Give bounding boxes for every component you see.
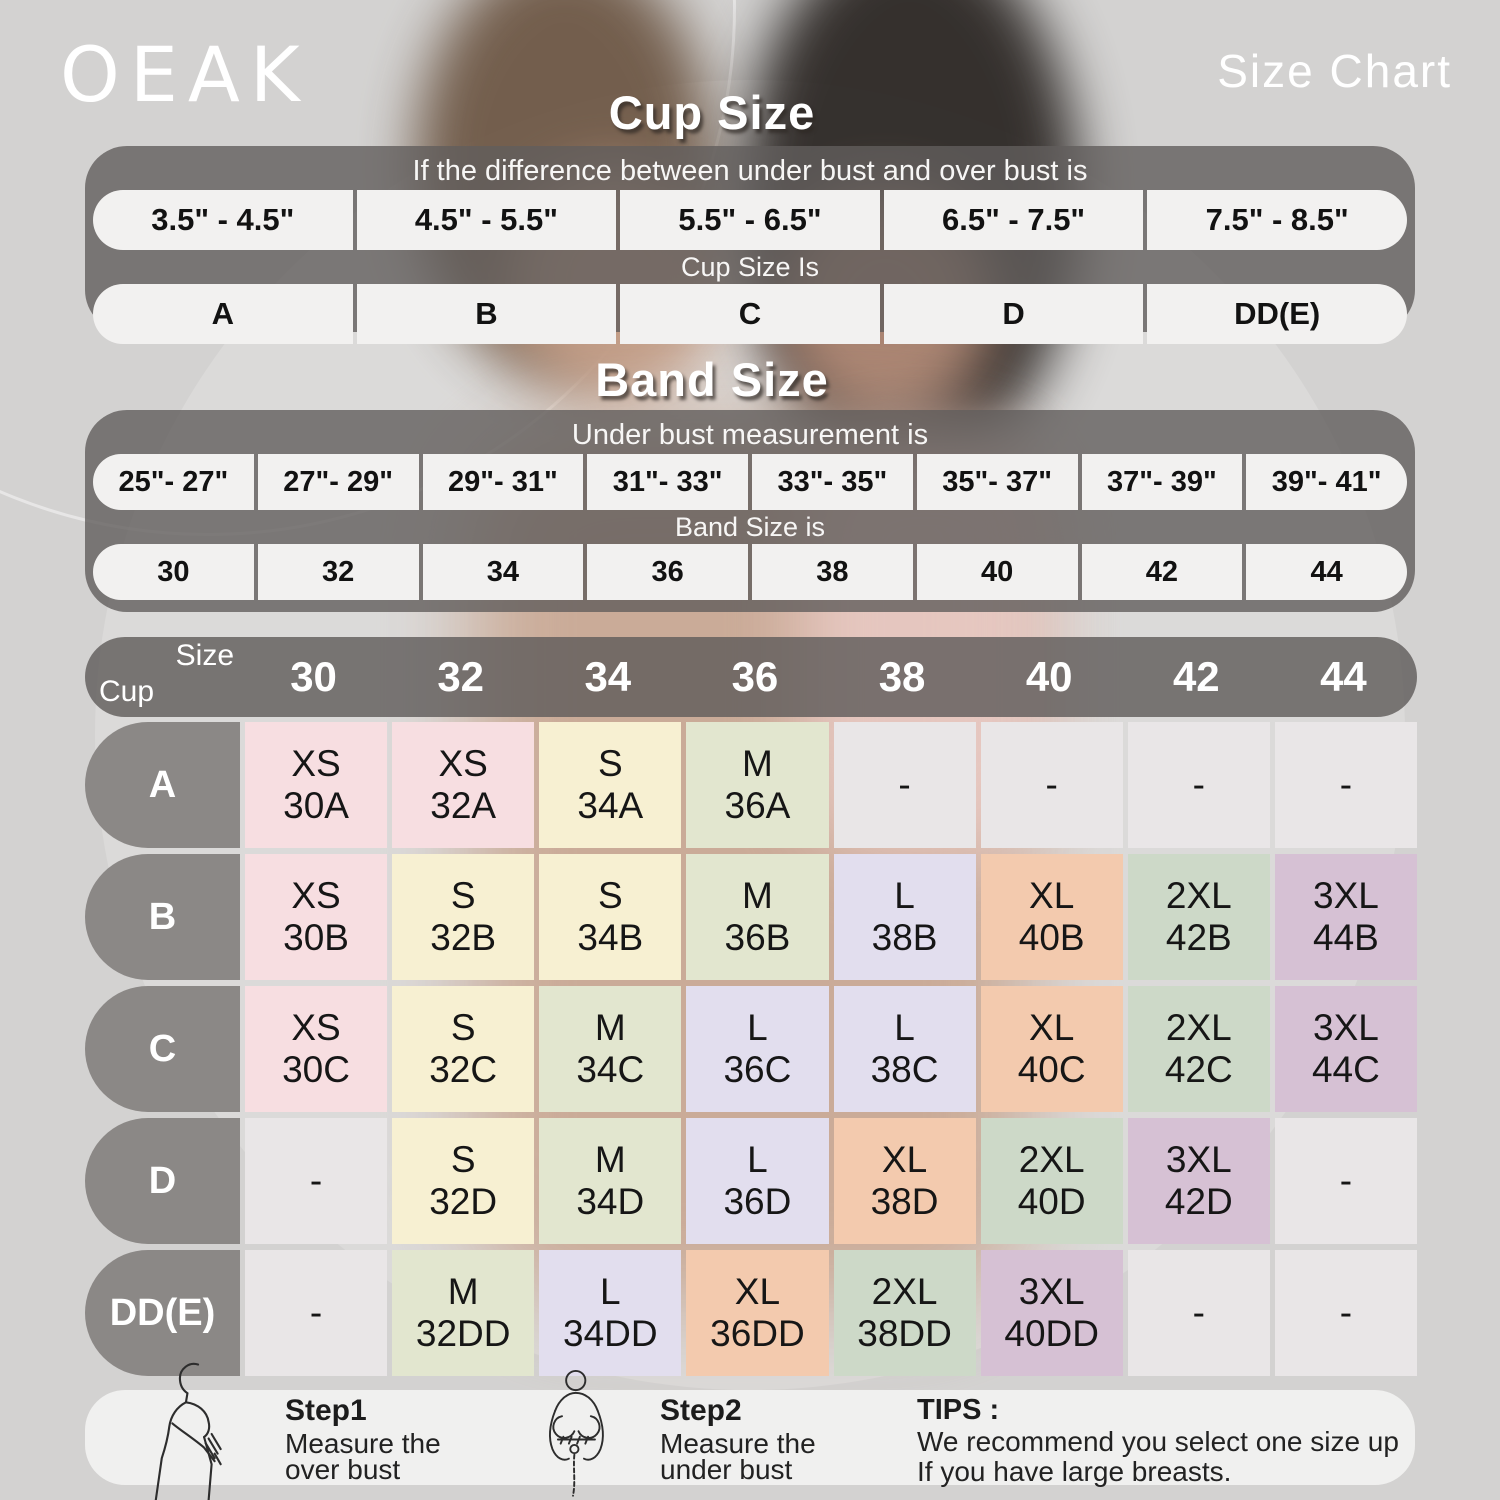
size-label: - [1339, 1291, 1353, 1333]
size-label: L [600, 1270, 621, 1312]
size-label: - [1339, 1159, 1353, 1201]
measure-under-bust-icon [525, 1362, 621, 1500]
size-label: S [597, 874, 623, 916]
band-range-cell: 25"- 27" [93, 454, 254, 510]
size-cell [981, 1250, 1123, 1376]
band-number-cell: 42 [1082, 544, 1243, 600]
size-code: 32B [430, 917, 497, 958]
band-range-cell: 35"- 37" [917, 454, 1078, 510]
size-code: 36B [724, 917, 791, 958]
size-cell [1275, 854, 1417, 980]
grid-row-B [85, 854, 1417, 980]
band-number-cell: 32 [258, 544, 419, 600]
size-code: 34A [577, 785, 644, 826]
band-size-title: Band Size [595, 353, 829, 406]
size-label: 2XL [1018, 1138, 1085, 1180]
size-code: 44C [1311, 1049, 1380, 1090]
cup-letter-cell: DD(E) [1147, 284, 1407, 344]
size-grid-header [85, 637, 1417, 717]
cup-letter-cell: C [620, 284, 880, 344]
size-cell [981, 854, 1123, 980]
size-label: - [1339, 763, 1353, 805]
cup-letter-cell: D [884, 284, 1144, 344]
size-cell [245, 722, 387, 848]
step2-text: Measure the [660, 1428, 816, 1459]
size-label: L [894, 1006, 915, 1048]
size-cell [245, 1250, 387, 1376]
cup-row-label: B [85, 854, 240, 980]
band-range-cell: 39"- 41" [1246, 454, 1407, 510]
size-code: 36C [723, 1049, 792, 1090]
band-column-header: 42 [1172, 653, 1220, 700]
size-label: XL [1029, 1006, 1075, 1048]
size-label: M [742, 874, 773, 916]
size-cell [539, 986, 681, 1112]
size-cell [686, 1250, 828, 1376]
size-cell [245, 854, 387, 980]
brand-logo: OEAK [60, 30, 310, 119]
size-code: 32A [430, 785, 497, 826]
size-cell [834, 986, 976, 1112]
cup-range-cell: 5.5" - 6.5" [620, 190, 880, 250]
size-label: - [309, 1159, 323, 1201]
size-label: M [594, 1138, 626, 1180]
size-code: 30B [283, 917, 349, 958]
size-cell [392, 722, 534, 848]
cup-letter-cell: A [93, 284, 353, 344]
size-cell [686, 1118, 828, 1244]
size-cell [1128, 1118, 1270, 1244]
size-label: - [309, 1291, 323, 1333]
band-range-cell: 33"- 35" [752, 454, 913, 510]
cup-row-label: D [85, 1118, 240, 1244]
corner-cup-label: Cup [99, 675, 155, 708]
size-cell [686, 722, 828, 848]
size-label: S [450, 874, 476, 916]
tips-text: If you have large breasts. [917, 1456, 1232, 1487]
step1-text: Measure the [285, 1428, 441, 1459]
size-code: 34C [576, 1049, 645, 1090]
size-cell [834, 854, 976, 980]
tips-title: TIPS : [917, 1394, 1000, 1426]
size-label: XL [881, 1138, 928, 1180]
size-cell [539, 722, 681, 848]
size-label: - [898, 763, 911, 805]
cup-size-table [85, 146, 1415, 332]
size-code: 34D [576, 1181, 645, 1222]
band-number-cell: 40 [917, 544, 1078, 600]
band-column-header: 40 [1025, 653, 1073, 700]
size-cell [1128, 722, 1270, 848]
grid-row-D [85, 1118, 1417, 1244]
size-label: XS [291, 742, 341, 784]
size-cell [245, 986, 387, 1112]
band-range-cell: 29"- 31" [423, 454, 584, 510]
size-code: 30A [283, 785, 349, 826]
cup-range-cell: 7.5" - 8.5" [1147, 190, 1407, 250]
size-cell [1275, 986, 1417, 1112]
size-label: - [1192, 763, 1205, 805]
size-label: L [894, 874, 915, 916]
size-label: S [450, 1006, 476, 1048]
size-label: M [594, 1006, 626, 1048]
size-label: 3XL [1165, 1138, 1232, 1180]
size-label: 2XL [871, 1270, 938, 1312]
size-cell [539, 1118, 681, 1244]
step2-text: under bust [660, 1454, 793, 1485]
cup-size-title: Cup Size [608, 86, 816, 139]
size-cell [834, 1118, 976, 1244]
size-cell [1275, 1118, 1417, 1244]
band-column-header: 36 [731, 653, 779, 700]
measure-over-bust-icon [145, 1360, 245, 1500]
size-label: 2XL [1165, 874, 1232, 916]
step2-title: Step2 [660, 1394, 742, 1427]
band-range-cell: 31"- 33" [587, 454, 748, 510]
size-code: 32D [429, 1181, 498, 1222]
size-code: 32C [429, 1049, 498, 1090]
size-label: L [747, 1138, 768, 1180]
band-column-header: 38 [878, 653, 926, 700]
band-size-table-header: Under bust measurement is [571, 419, 929, 451]
size-label: M [447, 1270, 479, 1312]
size-code: 34DD [563, 1313, 658, 1354]
size-code: 36DD [710, 1313, 805, 1354]
size-label: 3XL [1018, 1270, 1085, 1312]
size-cell [1128, 986, 1270, 1112]
size-cell [392, 1118, 534, 1244]
step1-text: over bust [285, 1454, 401, 1485]
size-cell [981, 1118, 1123, 1244]
page-title: Size Chart [1217, 45, 1452, 97]
corner-size-label: Size [175, 639, 234, 672]
size-cell [1275, 1250, 1417, 1376]
grid-row-C [85, 986, 1417, 1112]
size-code: 40D [1017, 1181, 1086, 1222]
band-number-cell: 34 [423, 544, 584, 600]
cup-range-cell: 3.5" - 4.5" [93, 190, 353, 250]
size-cell [392, 854, 534, 980]
size-label: 2XL [1165, 1006, 1232, 1048]
size-label: XL [1029, 874, 1075, 916]
size-code: 40DD [1004, 1313, 1099, 1354]
size-cell [686, 854, 828, 980]
size-code: 42D [1164, 1181, 1233, 1222]
cup-range-cell: 6.5" - 7.5" [884, 190, 1144, 250]
band-range-cell: 37"- 39" [1082, 454, 1243, 510]
size-cell [834, 1250, 976, 1376]
size-code: 38D [870, 1181, 939, 1222]
size-cell [1128, 854, 1270, 980]
size-cell [539, 1250, 681, 1376]
cup-row-label: DD(E) [85, 1250, 240, 1376]
size-grid [85, 722, 1417, 1376]
size-code: 34B [577, 917, 644, 958]
cup-row-label: A [85, 722, 240, 848]
size-cell [392, 986, 534, 1112]
size-label: XS [438, 742, 488, 784]
size-label: - [1192, 1291, 1205, 1333]
measuring-instructions-bar [85, 1390, 1415, 1485]
size-cell [539, 854, 681, 980]
band-size-table-subheader: Band Size is [674, 512, 826, 542]
size-cell [392, 1250, 534, 1376]
size-cell [1128, 1250, 1270, 1376]
grid-row-A [85, 722, 1417, 848]
size-code: 30C [282, 1049, 350, 1090]
size-code: 38DD [857, 1313, 952, 1354]
size-code: 40B [1018, 917, 1085, 958]
size-label: XL [734, 1270, 781, 1312]
cup-letter-cell: B [357, 284, 617, 344]
size-cell [1275, 722, 1417, 848]
cup-range-cell: 4.5" - 5.5" [357, 190, 617, 250]
band-range-cell: 27"- 29" [258, 454, 419, 510]
cup-size-table-header: If the difference between under bust and over bust is [412, 155, 1088, 187]
band-column-header: 44 [1320, 653, 1367, 700]
size-code: 32DD [415, 1313, 511, 1354]
band-number-cell: 38 [752, 544, 913, 600]
size-label: 3XL [1313, 1006, 1379, 1048]
size-code: 38B [871, 917, 938, 958]
size-label: S [450, 1138, 476, 1180]
step1-title: Step1 [285, 1394, 367, 1427]
size-cell [245, 1118, 387, 1244]
size-label: XS [291, 874, 341, 916]
band-column-header: 34 [584, 653, 632, 700]
size-cell [981, 986, 1123, 1112]
cup-row-label: C [85, 986, 240, 1112]
size-code: 44B [1313, 917, 1379, 958]
size-label: XS [291, 1006, 341, 1048]
size-cell [834, 722, 976, 848]
cup-size-table-subheader: Cup Size Is [680, 252, 820, 282]
size-label: M [742, 742, 773, 784]
band-number-cell: 36 [587, 544, 748, 600]
size-code: 40C [1017, 1049, 1086, 1090]
size-label: L [747, 1006, 768, 1048]
band-size-table [85, 410, 1415, 612]
size-code: 36A [724, 785, 791, 826]
band-column-header: 32 [437, 653, 485, 700]
grid-corner-cell [85, 637, 240, 717]
band-column-header: 30 [290, 653, 337, 700]
size-label: - [1045, 763, 1058, 805]
band-number-cell: 30 [93, 544, 254, 600]
size-code: 36D [723, 1181, 792, 1222]
grid-row-DDE [85, 1250, 1417, 1376]
size-code: 42C [1164, 1049, 1233, 1090]
size-label: 3XL [1313, 874, 1379, 916]
size-code: 38C [870, 1049, 939, 1090]
size-label: S [597, 742, 623, 784]
size-cell [981, 722, 1123, 848]
size-cell [686, 986, 828, 1112]
band-number-cell: 44 [1246, 544, 1407, 600]
size-code: 42B [1165, 917, 1232, 958]
tips-text: We recommend you select one size up [917, 1426, 1399, 1457]
